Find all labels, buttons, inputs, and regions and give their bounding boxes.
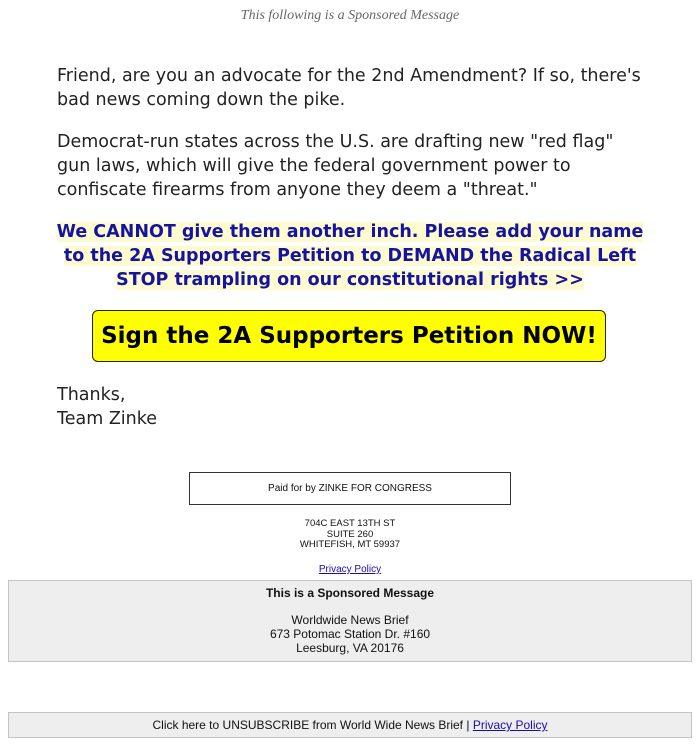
cta-link-label[interactable]: We CANNOT give them another inch. Please add your name to the 2A Supporters Petition to DEMAND the Radical Left STOP trampling on our constitutional rights >> — [56, 222, 644, 290]
mailing-address — [0, 519, 700, 551]
address-street: 704C EAST 13TH ST — [304, 518, 396, 529]
sponsor-street: 673 Potomac Station Dr. #160 — [269, 627, 431, 641]
cta-link-text[interactable] — [50, 220, 650, 292]
unsubscribe-bar — [8, 712, 692, 738]
privacy-policy-row — [0, 564, 700, 575]
sponsor-city: Leesburg, VA 20176 — [296, 641, 404, 655]
address-city: WHITEFISH, MT 59937 — [299, 539, 401, 550]
body-paragraph-2: Democrat-run states across the U.S. are drafting new "red flag" gun laws, which will give the federal government power to confiscate firearms from anyone they deem a "threat." — [57, 132, 614, 200]
sign-petition-button[interactable]: Sign the 2A Supporters Petition NOW! — [92, 310, 606, 362]
sponsored-message-box — [8, 580, 692, 662]
address-suite: SUITE 260 — [326, 528, 374, 540]
unsubscribe-link[interactable]: Click here to UNSUBSCRIBE from World Wide News Brief | — [152, 718, 470, 732]
sponsor-name: Worldwide News Brief — [291, 613, 409, 627]
sponsored-box-address — [9, 613, 691, 655]
signoff-thanks: Thanks, — [57, 385, 126, 405]
unsubscribe-privacy-link[interactable]: Privacy Policy — [472, 718, 548, 732]
body-paragraph-1: Friend, are you an advocate for the 2nd Amendment? If so, there's bad news coming down the pike. — [57, 66, 641, 110]
sponsored-notice: This following is a Sponsored Message — [240, 8, 460, 23]
signoff-team: Team Zinke — [57, 409, 158, 429]
privacy-policy-link[interactable]: Privacy Policy — [318, 564, 382, 575]
sponsored-box-title: This is a Sponsored Message — [265, 586, 435, 600]
signoff — [57, 383, 157, 431]
paid-for-disclaimer: Paid for by ZINKE FOR CONGRESS — [189, 472, 511, 505]
